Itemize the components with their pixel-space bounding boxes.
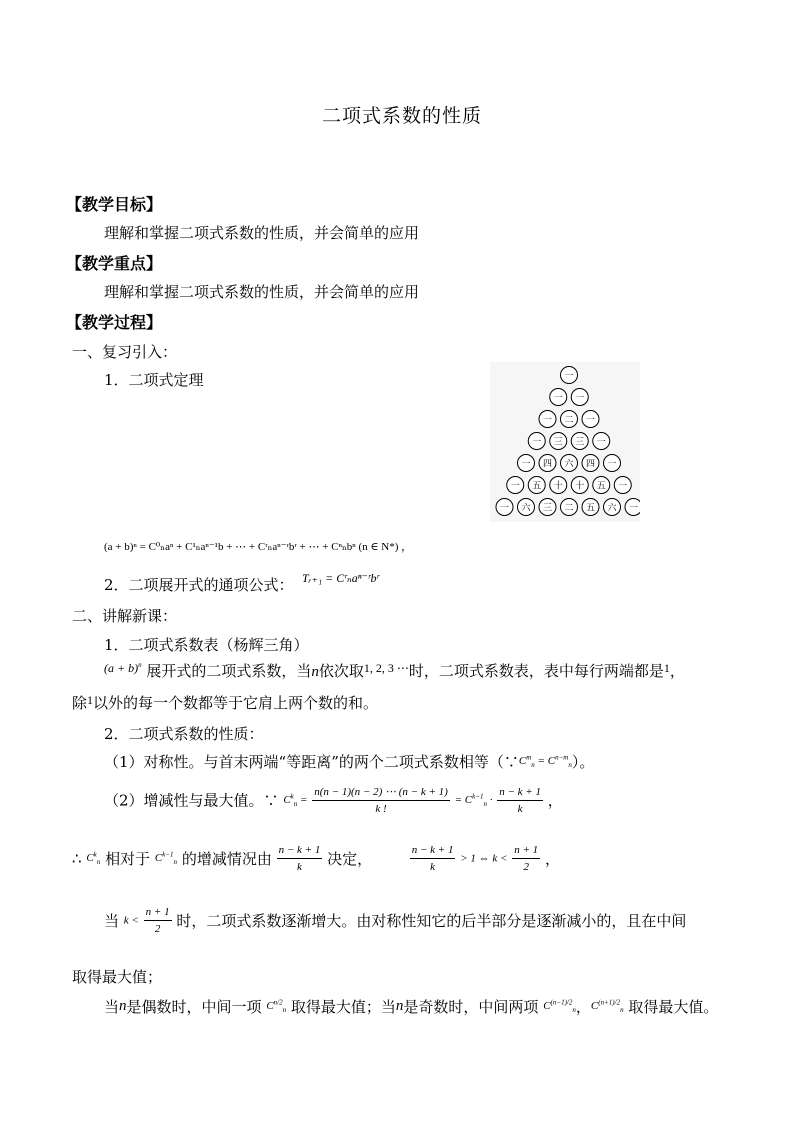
half-fraction-2: $\frac{n + 1}{2}$: [145, 906, 170, 935]
prop2-comma: ，: [547, 791, 563, 810]
goal-text: 理解和掌握二项式系数的性质，并会简单的应用: [104, 224, 420, 242]
focus-heading: 【教学重点】: [66, 254, 163, 273]
pascal-cell-label: 一: [542, 415, 553, 426]
prop1-text: （1）对称性。与首末两端“等距离”的两个二项式系数相等（∵: [104, 753, 519, 771]
half-fraction: $\frac{n + 1}{2}$: [514, 844, 539, 873]
decide-fraction: $\frac{n - k + 1}{k}$: [278, 844, 321, 873]
middle-term: $C^{n/2}_n$: [266, 998, 287, 1015]
relative-text-c: 决定，: [327, 850, 373, 868]
var-n: n: [311, 664, 319, 680]
general-term-formula: Tᵣ₊₁ = Cʳₙaⁿ⁻ʳbʳ: [302, 571, 380, 585]
ck1n: $C^{k-1}_n$: [154, 850, 178, 867]
even-text-c: 取得最大值；当: [290, 998, 396, 1016]
pascal-cell-label: 六: [521, 503, 531, 514]
odd-end: 取得最大值。: [628, 998, 719, 1016]
para1-text-e: 以外的每一个数都等于它肩上两个数的和。: [93, 694, 379, 712]
pascal-cell-label: 一: [628, 503, 639, 514]
pascal-triangle-figure: [490, 362, 640, 522]
pascal-cell-label: 一: [499, 503, 510, 514]
relative-text-a: 相对于: [105, 850, 151, 868]
para1-one: 1: [663, 661, 670, 675]
para1-text-b: 依次取: [318, 662, 364, 680]
pascal-cell-label: 一: [618, 481, 628, 492]
pascal-cell-label: 三: [575, 437, 585, 448]
pascal-cell-label: 二: [564, 415, 574, 426]
property2: [104, 785, 563, 815]
k-less: k <: [123, 914, 139, 927]
process-heading: 【教学过程】: [66, 313, 163, 332]
pascal-paragraph-line2: [72, 692, 378, 713]
pascal-cell-label: 五: [532, 481, 542, 492]
pascal-cell-label: 一: [564, 371, 574, 382]
pascal-cell-label: 一: [510, 481, 520, 492]
middle-term-2: $C^{(n+1)/2}_n$: [590, 998, 624, 1015]
para1-one-2: 1: [87, 693, 94, 707]
property1: [104, 751, 594, 772]
pascal-cell-label: 一: [575, 393, 585, 404]
pascal-paragraph-line1: [104, 660, 685, 681]
therefore-comma: ，: [544, 850, 560, 868]
middle-term-1: $C^{(n-1)/2}_n$: [543, 998, 576, 1015]
pascal-cell-label: 十: [553, 481, 563, 492]
when-text: 当: [104, 912, 120, 930]
para1-text-a: 展开式的二项式系数，当: [146, 662, 312, 680]
odd-text-b: 是奇数时，中间两项: [403, 998, 539, 1016]
para1-text-c: 时，二项式系数表，表中每行两端都是: [408, 662, 664, 680]
part2-item2: 2．二项式系数的性质：: [104, 725, 264, 743]
binomial-expansion-formula: [104, 538, 412, 554]
pascal-cell-label: 一: [553, 393, 563, 404]
even-text-a: 当: [104, 998, 120, 1016]
pascal-cell-label: 一: [521, 459, 531, 470]
therefore-symbol: ∴: [72, 849, 82, 868]
part1-heading: 一、复习引入：: [72, 343, 178, 361]
ckn: $C^k_n$ =: [283, 792, 308, 808]
pascal-cell-label: 三: [542, 503, 553, 514]
binomial-ab-n: (a + b)n: [104, 661, 142, 675]
parity-line: 当n是偶数时，中间一项 $C^{n/2}_n$ 取得最大值；当n是奇数时，中间两项 $C^{(n-1)/2}_n$，$C^{(n+1)/2}_n$ 取得最大值。: [104, 998, 719, 1016]
symmetry-formula: Cmn = Cn−mn: [518, 753, 572, 770]
para1-comma: ，: [669, 662, 685, 680]
var-n-odd: n: [395, 998, 404, 1014]
focus-text: 理解和掌握二项式系数的性质，并会简单的应用: [104, 283, 420, 301]
ratio-fraction: $\frac{n(n - 1)(n - 2) \cdots (n - k + 1)}{k !}$: [314, 786, 448, 815]
pascal-cell-label: 一: [607, 459, 617, 470]
max-line: 取得最大值；: [72, 968, 163, 986]
pascal-cell-label: 四: [585, 459, 596, 470]
pascal-cell-label: 五: [596, 481, 606, 492]
prop2-text: （2）增减性与最大值。∵: [104, 791, 279, 810]
part2-heading: 二、讲解新课：: [72, 607, 178, 625]
pascal-cell-label: 五: [585, 503, 596, 514]
part1-item1: 1．二项式定理: [104, 371, 204, 389]
pascal-cell-label: 一: [585, 415, 596, 426]
pascal-cell-label: 六: [564, 459, 574, 470]
part1-item2: 2．二项展开式的通项公式：: [104, 576, 294, 594]
inequality-mid: > 1 ⇔ k <: [460, 852, 508, 865]
relative-text-b: 的增减情况由: [181, 850, 272, 868]
expansion-formula-text: (a + b)ⁿ = C⁰ₙaⁿ + C¹ₙaⁿ⁻¹b + ⋯ + Cʳₙaⁿ⁻ʳbʳ + ⋯ + Cⁿₙbⁿ (n ∈ N*): [104, 541, 399, 553]
para1-values: 1, 2, 3 ⋯: [363, 661, 409, 675]
ckn-2: $C^k_n$: [86, 850, 101, 867]
pascal-cell-label: 一: [596, 437, 606, 448]
part2-item1: 1．二项式系数表（杨辉三角）: [104, 636, 309, 654]
formula-comma: ，: [401, 541, 413, 553]
ckn-recursive: = $C^{k-1}_n$ ·: [454, 792, 493, 808]
step-fraction: $\frac{n - k + 1}{k}$: [499, 785, 541, 815]
even-text-b: 是偶数时，中间一项: [126, 998, 262, 1016]
pascal-cell-label: 十: [575, 481, 585, 492]
therefore-line: [72, 844, 560, 873]
pascal-cell-label: 三: [553, 437, 563, 448]
para1-text-d: 除: [72, 694, 88, 712]
pascal-cell-label: 二: [564, 503, 574, 514]
pascal-cell-label: 四: [542, 459, 553, 470]
goal-heading: 【教学目标】: [66, 195, 163, 214]
pascal-cell-label: 六: [607, 503, 617, 514]
var-n-even: n: [119, 998, 127, 1014]
page-title: 二项式系数的性质: [322, 105, 483, 127]
inequality-fraction: $\frac{n - k + 1}{k}$: [411, 844, 454, 873]
prop1-end: ）。: [571, 753, 595, 771]
increase-line: [104, 906, 686, 935]
increase-text: 时，二项式系数逐渐增大。由对称性知它的后半部分是逐渐减小的，且在中间: [176, 912, 687, 930]
pascal-cell-label: 一: [532, 437, 542, 448]
